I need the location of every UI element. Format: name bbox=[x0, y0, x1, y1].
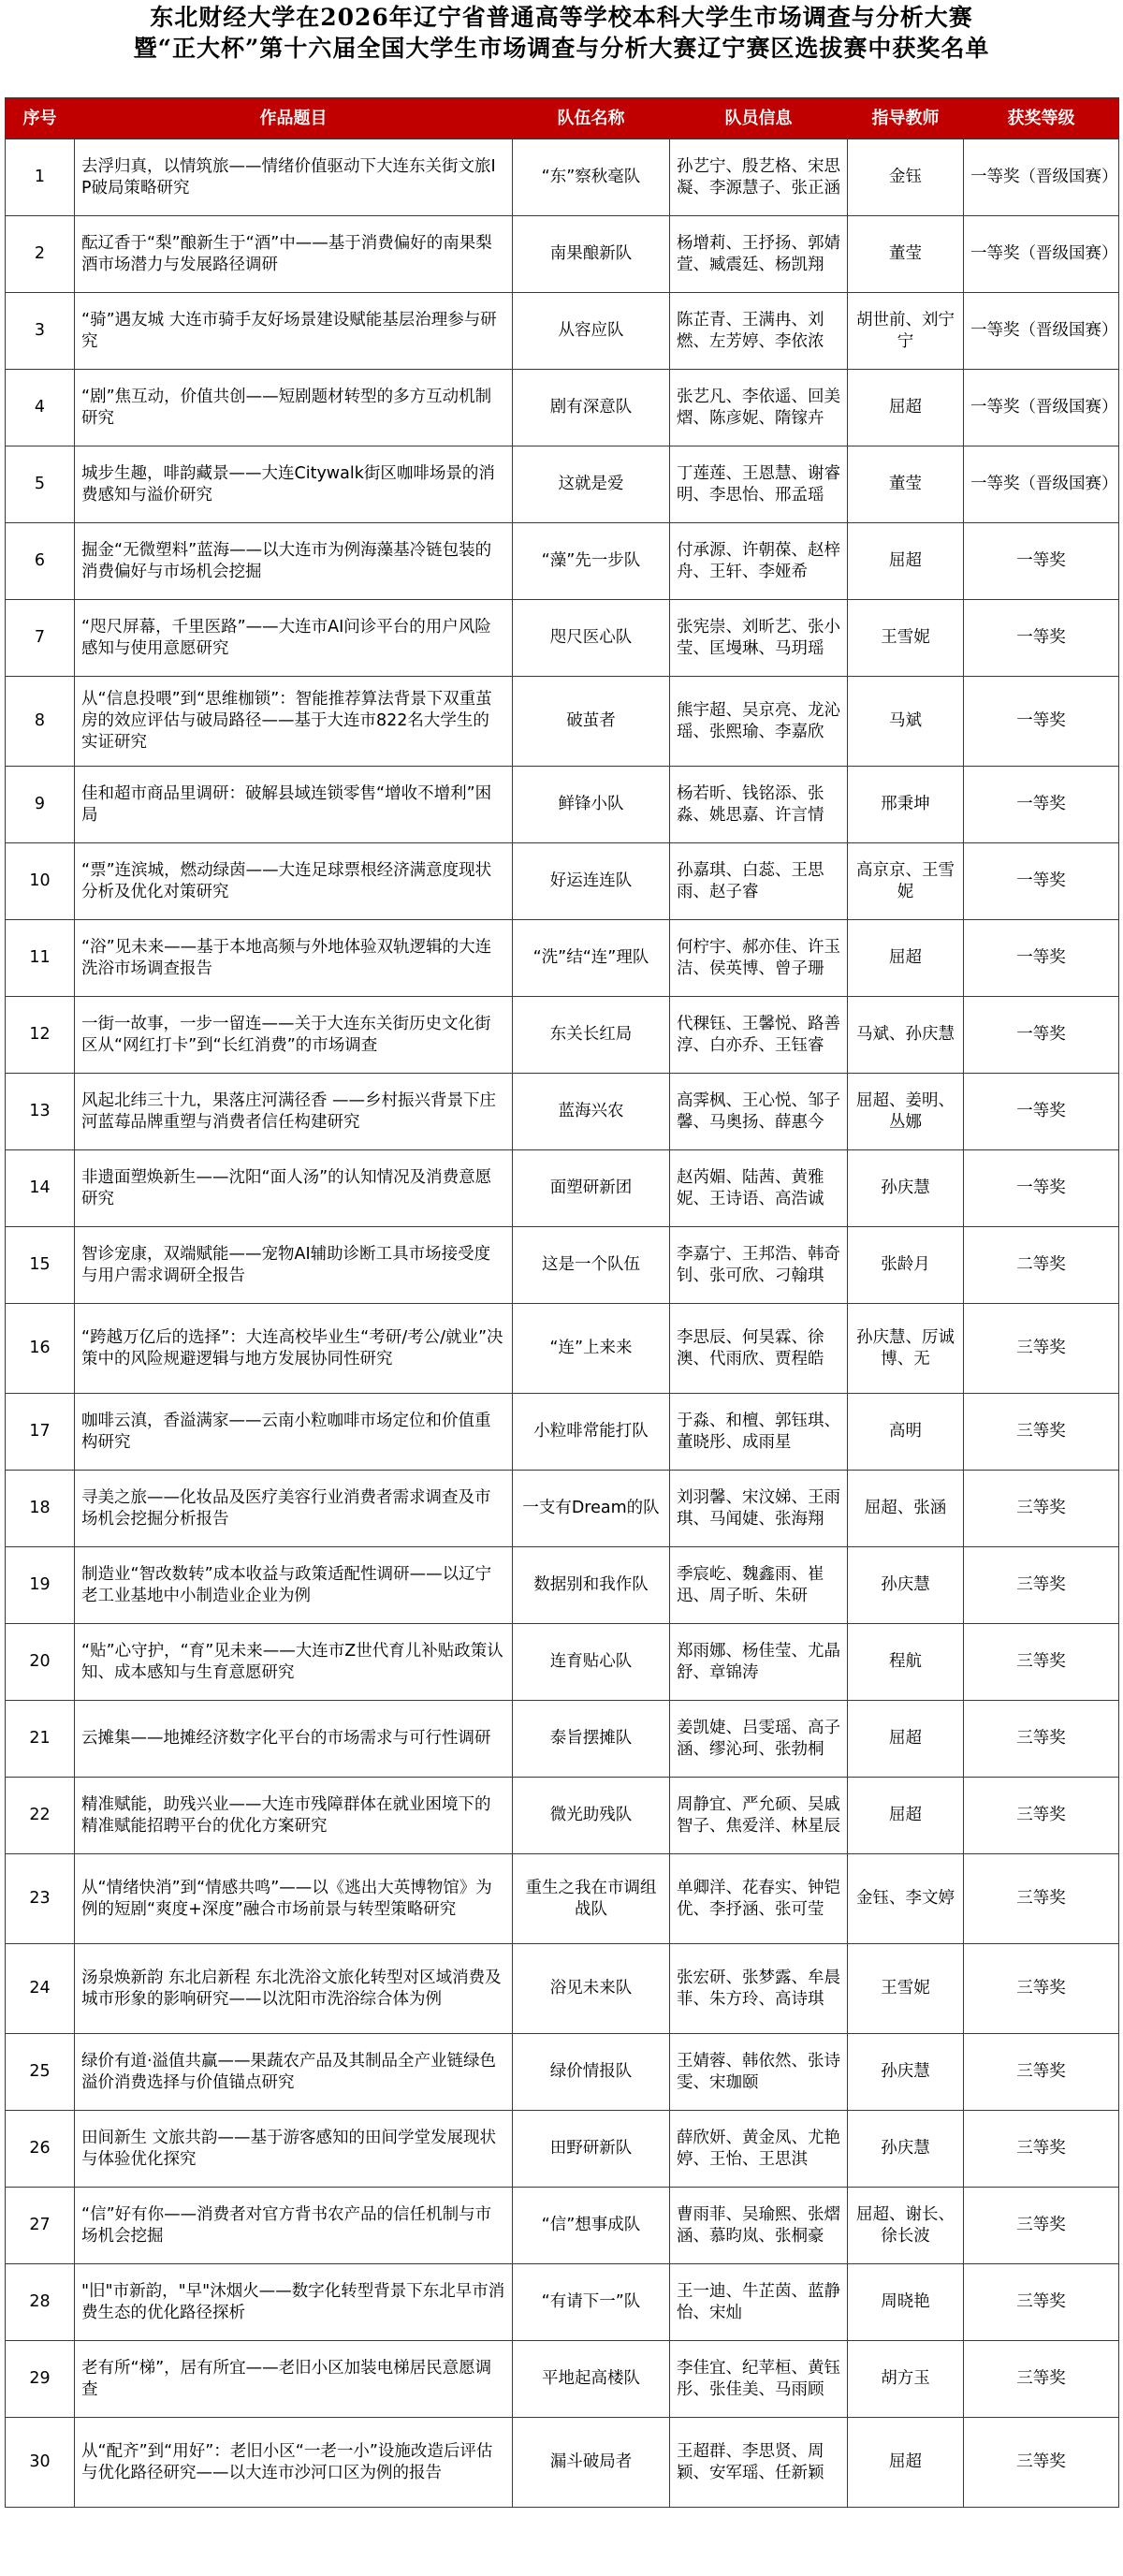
row-team: 这是一个队伍 bbox=[513, 1227, 670, 1304]
row-award: 三等奖 bbox=[964, 1394, 1119, 1471]
row-team: 平地起高楼队 bbox=[513, 2341, 670, 2418]
row-work: 城步生趣，啡韵藏景——大连Citywalk街区咖啡场景的消费感知与溢价研究 bbox=[75, 446, 513, 523]
row-team: “连”上来来 bbox=[513, 1304, 670, 1394]
row-advisor: 张龄月 bbox=[848, 1227, 964, 1304]
table-row bbox=[6, 1701, 1119, 1778]
row-advisor: 王雪妮 bbox=[848, 600, 964, 677]
row-award: 三等奖 bbox=[964, 1471, 1119, 1547]
row-no: 9 bbox=[6, 767, 75, 843]
row-members: 王婧蓉、韩依然、张诗雯、宋珈颐 bbox=[670, 2034, 848, 2111]
row-advisor: 孙庆慧 bbox=[848, 2111, 964, 2188]
table-row bbox=[6, 1778, 1119, 1854]
row-advisor: 屈超、张涵 bbox=[848, 1471, 964, 1547]
table-row bbox=[6, 1074, 1119, 1150]
row-work: 一街一故事，一步一留连——关于大连东关街历史文化街区从“网红打卡”到“长红消费”的市场调查 bbox=[75, 997, 513, 1074]
row-no: 16 bbox=[6, 1304, 75, 1394]
row-work: 从“信息投喂”到“思维枷锁”：智能推荐算法背景下双重茧房的效应评估与破局路径——基于大连市822名大学生的实证研究 bbox=[75, 677, 513, 767]
row-advisor: 孙庆慧、厉诚博、无 bbox=[848, 1304, 964, 1394]
row-award: 三等奖 bbox=[964, 2418, 1119, 2508]
row-members: 曹雨菲、吴瑜熙、张熠涵、慕昀岚、张桐豪 bbox=[670, 2188, 848, 2264]
row-no: 13 bbox=[6, 1074, 75, 1150]
row-members: 杨若昕、钱铭添、张淼、姚思嘉、许言情 bbox=[670, 767, 848, 843]
row-members: 刘羽馨、宋汶娣、王雨琪、马闻婕、张海翔 bbox=[670, 1471, 848, 1547]
row-award: 一等奖（晋级国赛） bbox=[964, 216, 1119, 293]
row-advisor: 董莹 bbox=[848, 216, 964, 293]
row-team: 蓝海兴农 bbox=[513, 1074, 670, 1150]
table-row bbox=[6, 600, 1119, 677]
row-work: "旧"市新韵，"早"沐烟火——数字化转型背景下东北早市消费生态的优化路径探析 bbox=[75, 2264, 513, 2341]
row-members: 周静宜、严允硕、吴戚智子、焦爱洋、林星辰 bbox=[670, 1778, 848, 1854]
row-work: 寻美之旅——化妆品及医疗美容行业消费者需求调查及市场机会挖掘分析报告 bbox=[75, 1471, 513, 1547]
row-members: 陈芷青、王满冉、刘燃、左芳婷、李依浓 bbox=[670, 293, 848, 370]
row-no: 28 bbox=[6, 2264, 75, 2341]
row-award: 一等奖 bbox=[964, 600, 1119, 677]
row-no: 3 bbox=[6, 293, 75, 370]
table-header-row bbox=[6, 98, 1119, 139]
row-award: 一等奖（晋级国赛） bbox=[964, 139, 1119, 216]
row-team: 微光助残队 bbox=[513, 1778, 670, 1854]
table-row bbox=[6, 1854, 1119, 1944]
table-row bbox=[6, 2264, 1119, 2341]
row-no: 2 bbox=[6, 216, 75, 293]
row-members: 丁莲莲、王恩慧、谢睿明、李思怡、邢孟瑶 bbox=[670, 446, 848, 523]
row-award: 三等奖 bbox=[964, 2188, 1119, 2264]
row-no: 20 bbox=[6, 1624, 75, 1701]
row-advisor: 金钰、李文婷 bbox=[848, 1854, 964, 1944]
row-award: 一等奖（晋级国赛） bbox=[964, 446, 1119, 523]
row-work: 云摊集——地摊经济数字化平台的市场需求与可行性调研 bbox=[75, 1701, 513, 1778]
row-award: 一等奖 bbox=[964, 1150, 1119, 1227]
row-members: 李佳宜、纪苹桓、黄钰彤、张佳美、马雨顾 bbox=[670, 2341, 848, 2418]
table-row bbox=[6, 1150, 1119, 1227]
row-no: 4 bbox=[6, 370, 75, 446]
row-members: 张宪崇、刘昕艺、张小莹、匡墁琳、马玥瑶 bbox=[670, 600, 848, 677]
title-line-1: 东北财经大学在2026年辽宁省普通高等学校本科大学生市场调查与分析大赛 bbox=[150, 4, 973, 31]
row-award: 三等奖 bbox=[964, 2264, 1119, 2341]
table-row bbox=[6, 139, 1119, 216]
row-work: 从“配齐”到“用好”：老旧小区“一老一小”设施改造后评估与优化路径研究——以大连市沙河口区为例的报告 bbox=[75, 2418, 513, 2508]
row-advisor: 屈超 bbox=[848, 2418, 964, 2508]
row-work: “骑”遇友城 大连市骑手友好场景建设赋能基层治理参与研究 bbox=[75, 293, 513, 370]
row-no: 5 bbox=[6, 446, 75, 523]
row-award: 一等奖 bbox=[964, 920, 1119, 997]
row-team: 绿价情报队 bbox=[513, 2034, 670, 2111]
row-advisor: 马斌 bbox=[848, 677, 964, 767]
row-work: 田间新生 文旅共韵——基于游客感知的田间学堂发展现状与体验优化探究 bbox=[75, 2111, 513, 2188]
row-advisor: 高明 bbox=[848, 1394, 964, 1471]
row-members: 李思辰、何昊霖、徐澳、代雨欣、贾程皓 bbox=[670, 1304, 848, 1394]
row-work: 酝辽香于“梨”酿新生于“酒”中——基于消费偏好的南果梨酒市场潜力与发展路径调研 bbox=[75, 216, 513, 293]
row-advisor: 胡方玉 bbox=[848, 2341, 964, 2418]
row-no: 10 bbox=[6, 843, 75, 920]
table-row bbox=[6, 1227, 1119, 1304]
row-award: 一等奖（晋级国赛） bbox=[964, 293, 1119, 370]
row-members: 王超群、李思贤、周颖、安军瑶、任新颖 bbox=[670, 2418, 848, 2508]
row-work: “跨越万亿后的选择”：大连高校毕业生“考研/考公/就业”决策中的风险规避逻辑与地方发展协同性研究 bbox=[75, 1304, 513, 1394]
row-team: 好运连连队 bbox=[513, 843, 670, 920]
row-members: 郑雨娜、杨佳莹、尤晶舒、章锦涛 bbox=[670, 1624, 848, 1701]
table-row bbox=[6, 216, 1119, 293]
row-advisor: 邢秉坤 bbox=[848, 767, 964, 843]
row-work: 咖啡云滇，香溢满家——云南小粒咖啡市场定位和价值重构研究 bbox=[75, 1394, 513, 1471]
row-work: 智诊宠康，双端赋能——宠物AI辅助诊断工具市场接受度与用户需求调研全报告 bbox=[75, 1227, 513, 1304]
row-award: 一等奖（晋级国赛） bbox=[964, 370, 1119, 446]
row-work: “贴”心守护，“育”见未来——大连市Z世代育儿补贴政策认知、成本感知与生育意愿研究 bbox=[75, 1624, 513, 1701]
row-members: 何柠宇、郝亦佳、许玉洁、侯英博、曾子珊 bbox=[670, 920, 848, 997]
row-award: 三等奖 bbox=[964, 2034, 1119, 2111]
row-work: 精准赋能，助残兴业——大连市残障群体在就业困境下的精准赋能招聘平台的优化方案研究 bbox=[75, 1778, 513, 1854]
row-award: 一等奖 bbox=[964, 677, 1119, 767]
row-team: 面塑研新团 bbox=[513, 1150, 670, 1227]
row-no: 25 bbox=[6, 2034, 75, 2111]
table-row bbox=[6, 997, 1119, 1074]
row-work: “咫尺屏幕，千里医路”——大连市AI问诊平台的用户风险感知与使用意愿研究 bbox=[75, 600, 513, 677]
row-work: “票”连滨城，燃动绿茵——大连足球票根经济满意度现状分析及优化对策研究 bbox=[75, 843, 513, 920]
row-team: 连育贴心队 bbox=[513, 1624, 670, 1701]
row-members: 孙艺宁、殷艺格、宋思凝、李源慧子、张正涵 bbox=[670, 139, 848, 216]
table-row bbox=[6, 1471, 1119, 1547]
row-work: 去浮归真，以情筑旅——情绪价值驱动下大连东关街文旅IP破局策略研究 bbox=[75, 139, 513, 216]
row-members: 于淼、和檀、郭钰琪、董晓彤、成雨星 bbox=[670, 1394, 848, 1471]
row-team: 浴见未来队 bbox=[513, 1944, 670, 2034]
table-row bbox=[6, 1394, 1119, 1471]
row-members: 张艺凡、李依遥、回美熠、陈彦妮、隋镓卉 bbox=[670, 370, 848, 446]
row-advisor: 周晓艳 bbox=[848, 2264, 964, 2341]
row-members: 张宏研、张梦露、牟晨菲、朱方玲、高诗琪 bbox=[670, 1944, 848, 2034]
row-members: 付承源、许朝葆、赵梓舟、王轩、李娅希 bbox=[670, 523, 848, 600]
row-advisor: 屈超 bbox=[848, 920, 964, 997]
table-row bbox=[6, 920, 1119, 997]
row-work: 非遗面塑焕新生——沈阳“面人汤”的认知情况及消费意愿研究 bbox=[75, 1150, 513, 1227]
row-award: 一等奖 bbox=[964, 843, 1119, 920]
row-no: 6 bbox=[6, 523, 75, 600]
table-row bbox=[6, 370, 1119, 446]
row-no: 30 bbox=[6, 2418, 75, 2508]
table-row bbox=[6, 523, 1119, 600]
table-row bbox=[6, 843, 1119, 920]
row-work: 佳和超市商品里调研：破解县域连锁零售“增收不增利”困局 bbox=[75, 767, 513, 843]
row-advisor: 董莹 bbox=[848, 446, 964, 523]
row-members: 孙嘉琪、白蕊、王思雨、赵子睿 bbox=[670, 843, 848, 920]
row-no: 1 bbox=[6, 139, 75, 216]
row-team: 破茧者 bbox=[513, 677, 670, 767]
row-work: 掘金“无微塑料”蓝海——以大连市为例海藻基冷链包装的消费偏好与市场机会挖掘 bbox=[75, 523, 513, 600]
row-advisor: 屈超、谢长、徐长波 bbox=[848, 2188, 964, 2264]
row-award: 三等奖 bbox=[964, 1944, 1119, 2034]
row-advisor: 金钰 bbox=[848, 139, 964, 216]
header-team: 队伍名称 bbox=[513, 98, 670, 139]
row-award: 三等奖 bbox=[964, 1547, 1119, 1624]
row-no: 29 bbox=[6, 2341, 75, 2418]
row-team: “信”想事成队 bbox=[513, 2188, 670, 2264]
row-members: 单卿洋、花春实、钟铠优、李抒涵、张可莹 bbox=[670, 1854, 848, 1944]
row-team: 鲜锋小队 bbox=[513, 767, 670, 843]
row-team: 泰旨摆摊队 bbox=[513, 1701, 670, 1778]
row-award: 一等奖 bbox=[964, 523, 1119, 600]
header-advisor: 指导教师 bbox=[848, 98, 964, 139]
row-no: 19 bbox=[6, 1547, 75, 1624]
row-award: 三等奖 bbox=[964, 1624, 1119, 1701]
row-team: 这就是爱 bbox=[513, 446, 670, 523]
row-members: 姜凯婕、吕雯瑶、高子涵、缪沁珂、张勃桐 bbox=[670, 1701, 848, 1778]
table-row bbox=[6, 1944, 1119, 2034]
table-row bbox=[6, 293, 1119, 370]
row-team: 漏斗破局者 bbox=[513, 2418, 670, 2508]
row-award: 三等奖 bbox=[964, 2341, 1119, 2418]
table-row bbox=[6, 2111, 1119, 2188]
row-work: 绿价有道·溢值共赢——果蔬农产品及其制品全产业链绿色溢价消费选择与价值锚点研究 bbox=[75, 2034, 513, 2111]
row-members: 高霁枫、王心悦、邹子馨、马奥扬、薛惠今 bbox=[670, 1074, 848, 1150]
table-row bbox=[6, 677, 1119, 767]
table-row bbox=[6, 2418, 1119, 2508]
table-row bbox=[6, 1624, 1119, 1701]
header-no: 序号 bbox=[6, 98, 75, 139]
row-team: 咫尺医心队 bbox=[513, 600, 670, 677]
row-award: 三等奖 bbox=[964, 1778, 1119, 1854]
row-no: 17 bbox=[6, 1394, 75, 1471]
row-team: “东”察秋毫队 bbox=[513, 139, 670, 216]
title-block bbox=[0, 0, 1123, 97]
header-award: 获奖等级 bbox=[964, 98, 1119, 139]
row-no: 15 bbox=[6, 1227, 75, 1304]
row-team: 南果酿新队 bbox=[513, 216, 670, 293]
row-no: 21 bbox=[6, 1701, 75, 1778]
row-team: “有请下一”队 bbox=[513, 2264, 670, 2341]
row-members: 熊宇超、吴京亮、龙沁瑶、张熙瑜、李嘉欣 bbox=[670, 677, 848, 767]
row-advisor: 屈超 bbox=[848, 1778, 964, 1854]
row-award: 一等奖 bbox=[964, 997, 1119, 1074]
row-advisor: 屈超 bbox=[848, 1701, 964, 1778]
row-advisor: 王雪妮 bbox=[848, 1944, 964, 2034]
row-no: 7 bbox=[6, 600, 75, 677]
row-no: 12 bbox=[6, 997, 75, 1074]
row-members: 李嘉宁、王邦浩、韩奇钊、张可欣、刁翰琪 bbox=[670, 1227, 848, 1304]
row-members: 杨增莉、王抒扬、郭婧萱、臧震廷、杨凯翔 bbox=[670, 216, 848, 293]
row-members: 赵芮媚、陆茜、黄雅妮、王诗语、高浩诚 bbox=[670, 1150, 848, 1227]
row-no: 23 bbox=[6, 1854, 75, 1944]
row-no: 24 bbox=[6, 1944, 75, 2034]
row-work: “信”好有你——消费者对官方背书农产品的信任机制与市场机会挖掘 bbox=[75, 2188, 513, 2264]
row-work: “剧”焦互动，价值共创——短剧题材转型的多方互动机制研究 bbox=[75, 370, 513, 446]
row-award: 一等奖 bbox=[964, 1074, 1119, 1150]
row-award: 三等奖 bbox=[964, 1304, 1119, 1394]
row-work: 风起北纬三十九，果落庄河满径香 ——乡村振兴背景下庄河蓝莓品牌重塑与消费者信任构建研究 bbox=[75, 1074, 513, 1150]
row-members: 季宸屹、魏鑫雨、崔迅、周子昕、朱研 bbox=[670, 1547, 848, 1624]
table-row bbox=[6, 1547, 1119, 1624]
table-row bbox=[6, 2188, 1119, 2264]
header-members: 队员信息 bbox=[670, 98, 848, 139]
row-team: 一支有Dream的队 bbox=[513, 1471, 670, 1547]
row-award: 三等奖 bbox=[964, 2111, 1119, 2188]
row-team: 数据别和我作队 bbox=[513, 1547, 670, 1624]
row-advisor: 孙庆慧 bbox=[848, 1547, 964, 1624]
header-work: 作品题目 bbox=[75, 98, 513, 139]
table-row bbox=[6, 1304, 1119, 1394]
row-work: 汤泉焕新韵 东北启新程 东北洗浴文旅化转型对区域消费及城市形象的影响研究——以沈阳市洗浴综合体为例 bbox=[75, 1944, 513, 2034]
row-work: 从“情绪快消”到“情感共鸣”——以《逃出大英博物馆》为例的短剧“爽度+深度”融合市场前景与转型策略研究 bbox=[75, 1854, 513, 1944]
table-row bbox=[6, 767, 1119, 843]
row-members: 王一迪、牛芷茵、蓝静怡、宋灿 bbox=[670, 2264, 848, 2341]
row-advisor: 胡世前、刘宁宁 bbox=[848, 293, 964, 370]
row-advisor: 屈超 bbox=[848, 370, 964, 446]
row-team: 田野研新队 bbox=[513, 2111, 670, 2188]
row-work: “浴”见未来——基于本地高频与外地体验双轨逻辑的大连洗浴市场调查报告 bbox=[75, 920, 513, 997]
award-table bbox=[5, 97, 1119, 2508]
row-award: 三等奖 bbox=[964, 1701, 1119, 1778]
row-work: 老有所“梯”，居有所宜——老旧小区加装电梯居民意愿调查 bbox=[75, 2341, 513, 2418]
row-no: 18 bbox=[6, 1471, 75, 1547]
row-advisor: 屈超、姜明、丛娜 bbox=[848, 1074, 964, 1150]
row-no: 26 bbox=[6, 2111, 75, 2188]
table-row bbox=[6, 446, 1119, 523]
row-advisor: 马斌、孙庆慧 bbox=[848, 997, 964, 1074]
row-no: 8 bbox=[6, 677, 75, 767]
row-award: 三等奖 bbox=[964, 1854, 1119, 1944]
row-advisor: 孙庆慧 bbox=[848, 1150, 964, 1227]
row-advisor: 程航 bbox=[848, 1624, 964, 1701]
row-advisor: 孙庆慧 bbox=[848, 2034, 964, 2111]
table-row bbox=[6, 2034, 1119, 2111]
row-advisor: 屈超 bbox=[848, 523, 964, 600]
row-work: 制造业“智改数转”成本收益与政策适配性调研——以辽宁老工业基地中小制造业企业为例 bbox=[75, 1547, 513, 1624]
row-members: 薛欣妍、黄金凤、尤艳婷、王怡、王思淇 bbox=[670, 2111, 848, 2188]
table-row bbox=[6, 2341, 1119, 2418]
row-no: 27 bbox=[6, 2188, 75, 2264]
row-team: 从容应队 bbox=[513, 293, 670, 370]
row-no: 11 bbox=[6, 920, 75, 997]
row-award: 一等奖 bbox=[964, 767, 1119, 843]
row-team: “藻”先一步队 bbox=[513, 523, 670, 600]
row-team: 重生之我在市调组战队 bbox=[513, 1854, 670, 1944]
row-team: “洗”结“连”理队 bbox=[513, 920, 670, 997]
row-members: 代稞钰、王馨悦、路善淳、白亦乔、王钰睿 bbox=[670, 997, 848, 1074]
row-advisor: 高京京、王雪妮 bbox=[848, 843, 964, 920]
row-no: 22 bbox=[6, 1778, 75, 1854]
row-team: 小粒啡常能打队 bbox=[513, 1394, 670, 1471]
row-award: 二等奖 bbox=[964, 1227, 1119, 1304]
row-no: 14 bbox=[6, 1150, 75, 1227]
row-team: 东关长红局 bbox=[513, 997, 670, 1074]
title-line-2: 暨“正大杯”第十六届全国大学生市场调查与分析大赛辽宁赛区选拔赛中获奖名单 bbox=[133, 35, 990, 62]
row-team: 剧有深意队 bbox=[513, 370, 670, 446]
